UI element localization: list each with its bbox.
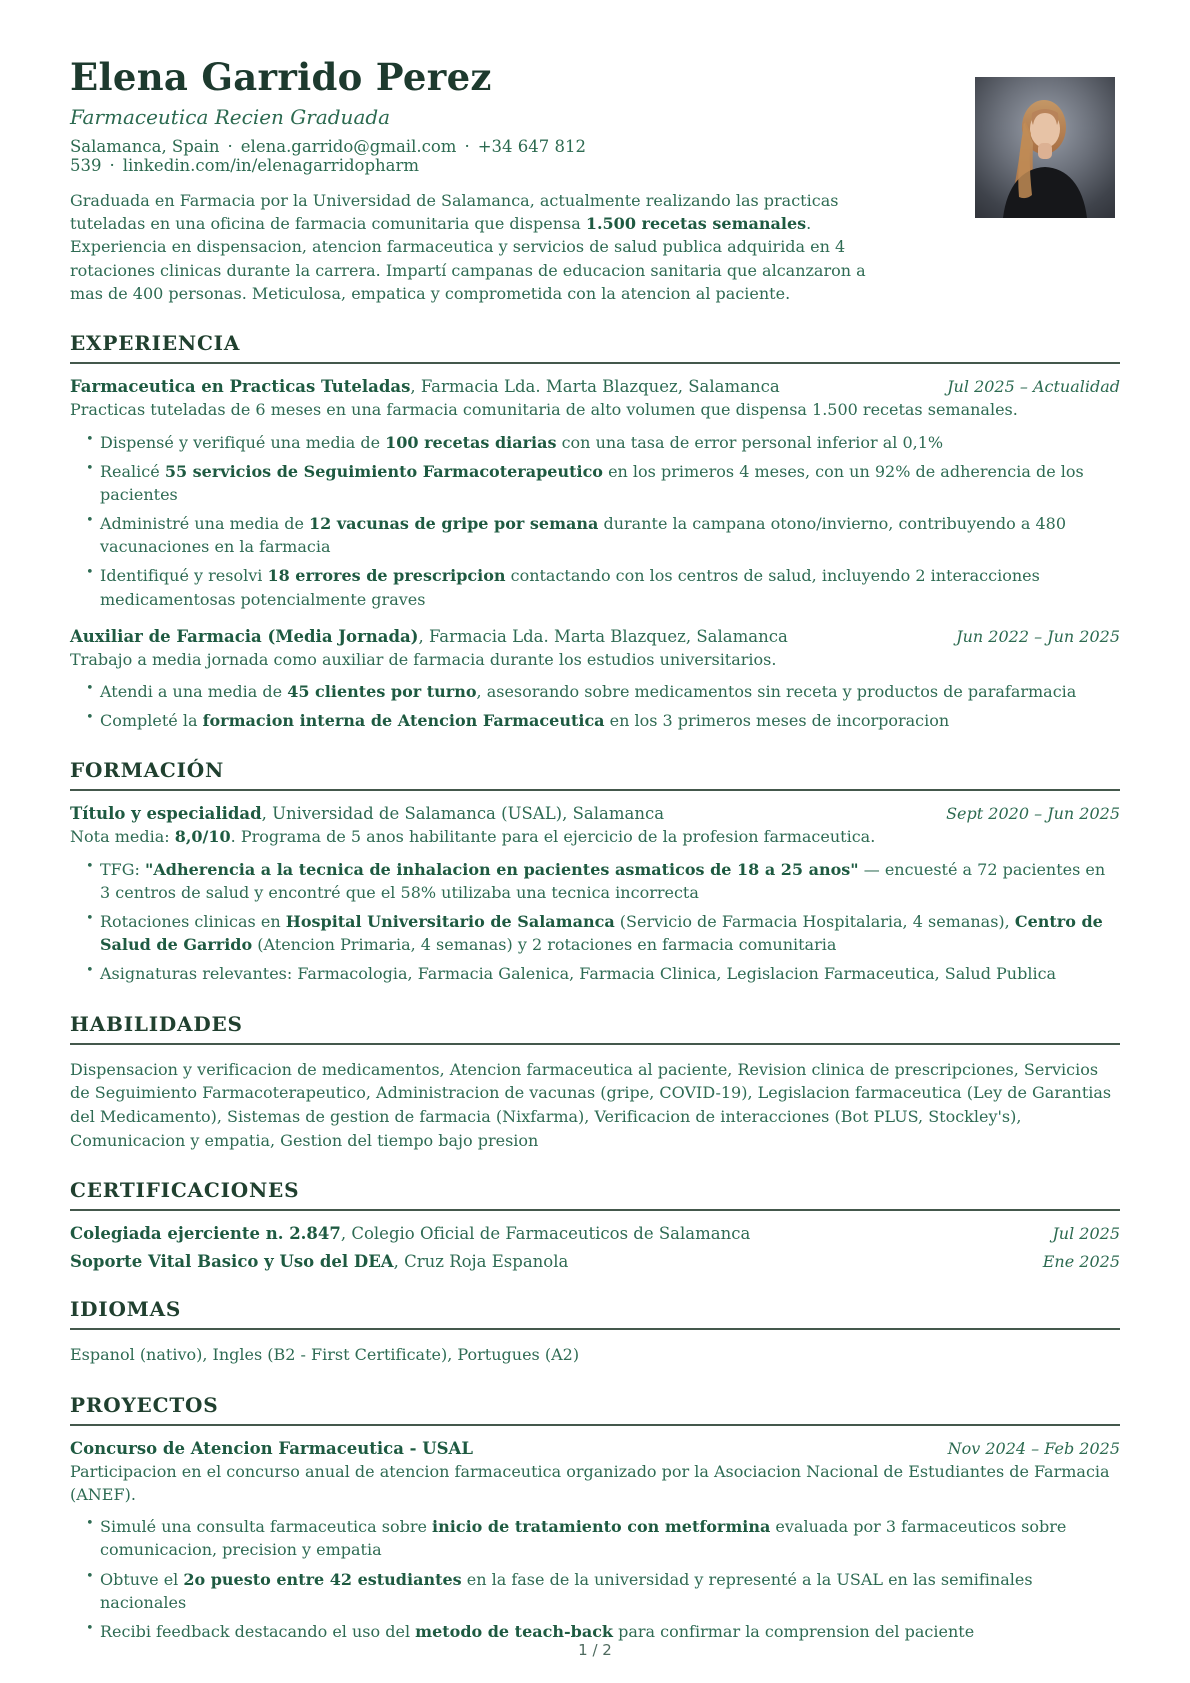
contact-phone-link[interactable]: +34 647 812 539 [70, 136, 586, 175]
section-experiencia [70, 331, 1120, 732]
certification-date: Ene 2025 [1042, 1252, 1120, 1272]
bullet-text: Identifiqué y resolvi 18 errores de prescripcion contactando con los centros de salud, incluyendo 2 interacciones medicamentosas potencialmente graves [100, 566, 1040, 609]
bullet-marker: • [86, 710, 94, 726]
entry-title-row [70, 804, 1120, 823]
person-name: Elena Garrido Perez [70, 55, 492, 99]
bullet-item [86, 709, 1120, 732]
section-heading-habilidades: HABILIDADES [70, 1012, 1120, 1045]
bullet-text: Obtuve el 2o puesto entre 42 estudiantes en la fase de la universidad y representé a la USAL en las semifinales nacionales [100, 1569, 1033, 1612]
bullet-marker: • [86, 963, 94, 979]
certification-date: Jul 2025 [1052, 1224, 1120, 1244]
section-heading-idiomas: IDIOMAS [70, 1297, 1120, 1330]
bullet-item [86, 680, 1120, 703]
contact-linkedin-link[interactable]: linkedin.com/in/elenagarridopharm [122, 155, 420, 175]
certification-title: Colegiada ejerciente n. 2.847, Colegio Oficial de Farmaceuticos de Salamanca [70, 1224, 751, 1244]
entry-description: Practicas tuteladas de 6 meses en una farmacia comunitaria de alto volumen que dispensa 1.500 recetas semanales. [70, 400, 1018, 420]
section-proyectos [70, 1393, 1120, 1643]
person-title: Farmaceutica Recien Graduada [70, 104, 391, 129]
entry-title-row [70, 627, 1120, 646]
entry-date: Jul 2025 – Actualidad [947, 377, 1120, 397]
section-heading-certificaciones: CERTIFICACIONES [70, 1178, 1120, 1211]
education-entry [70, 804, 1120, 985]
bullet-text: Rotaciones clinicas en Hospital Universitario de Salamanca (Servicio de Farmacia Hospitalaria, 4 semanas), Centro de Salud de Garrido (Atencion Primaria, 4 semanas) y 2 rotaciones en farmacia comunitaria [100, 911, 1103, 955]
bullet-text: Dispensé y verifiqué una media de 100 recetas diarias con una tasa de error personal inferior al 0,1% [100, 432, 944, 452]
section-idiomas [70, 1297, 1120, 1367]
profile-summary: Graduada en Farmacia por la Universidad de Salamanca, actualmente realizando las practicas tuteladas en una oficina de farmacia comunitaria que dispensa 1.500 recetas semanales. Experiencia en dispensacion, atencion farmaceutica y servicios de salud publica adquirida en 4 rotaciones clinicas durante la carrera. Impartí campanas de educacion sanitaria que alcanzaron a mas de 400 personas. Meticulosa, empatica y comprometida con la atencion al paciente. [70, 190, 866, 303]
bullet-marker: • [86, 1516, 94, 1532]
bullet-marker: • [86, 460, 94, 476]
entry-bullet-list [70, 431, 1120, 611]
entry-bullet-list [70, 858, 1120, 986]
entry-title: Concurso de Atencion Farmaceutica - USAL [70, 1438, 473, 1458]
certification-row [70, 1252, 1120, 1271]
page-number: 1 / 2 [578, 1641, 612, 1659]
separator-dot: · [109, 155, 115, 175]
contact-location: Salamanca, Spain [70, 136, 220, 156]
section-formacion [70, 758, 1120, 985]
bullet-text: Realicé 55 servicios de Seguimiento Farmacoterapeutico en los primeros 4 meses, con un 92% de adherencia de los pacientes [100, 461, 1084, 504]
certification-title: Soporte Vital Basico y Uso del DEA, Cruz Roja Espanola [70, 1252, 569, 1272]
section-certificaciones [70, 1178, 1120, 1271]
bullet-text: Administré una media de 12 vacunas de gripe por semana durante la campana otono/invierno, contribuyendo a 480 vacunaciones en la farmacia [100, 514, 1067, 557]
entry-date: Nov 2024 – Feb 2025 [947, 1438, 1120, 1458]
bullet-marker: • [86, 513, 94, 529]
entry-title-row [70, 1439, 1120, 1458]
bullet-item [86, 460, 1120, 506]
section-heading-experiencia: EXPERIENCIA [70, 331, 1120, 364]
bullet-item [86, 564, 1120, 610]
section-heading-proyectos: PROYECTOS [70, 1393, 1120, 1426]
bullet-item [86, 1568, 1120, 1614]
entry-date: Jun 2022 – Jun 2025 [956, 626, 1120, 646]
entry-date: Sept 2020 – Jun 2025 [946, 804, 1120, 824]
bullet-item [86, 431, 1120, 454]
bullet-text: TFG: "Adherencia a la tecnica de inhalacion en pacientes asmaticos de 18 a 25 anos" — encuesté a 72 pacientes en 3 centros de salud y encontré que el 58% utilizaba una tecnica incorrecta [100, 859, 1106, 902]
bullet-item [86, 962, 1120, 985]
bullet-marker: • [86, 1621, 94, 1637]
entry-description: Nota media: 8,0/10. Programa de 5 anos habilitante para el ejercicio de la profesion farmaceutica. [70, 827, 876, 847]
section-heading-formacion: FORMACIÓN [70, 758, 1120, 791]
skills-text: Dispensacion y verificacion de medicamentos, Atencion farmaceutica al paciente, Revision clinica de prescripciones, Servicios de Seguimiento Farmacoterapeutico, Administracion de vacunas (gripe, COVID-19), Legislacion farmaceutica (Ley de Garantias del Medicamento), Sistemas de gestion de farmacia (Nixfarma), Verificacion de interacciones (Bot PLUS, Stockley's), Comunicacion y empatia, Gestion del tiempo bajo presion [70, 1059, 1112, 1150]
entry-title-row [70, 377, 1120, 396]
cv-header [70, 56, 898, 305]
separator-dot: · [227, 136, 233, 156]
bullet-marker: • [86, 910, 94, 926]
entry-title: Título y especialidad, Universidad de Salamanca (USAL), Salamanca [70, 804, 665, 824]
section-habilidades [70, 1012, 1120, 1153]
bullet-text: Simulé una consulta farmaceutica sobre inicio de tratamiento con metformina evaluada por 3 farmaceuticos sobre comunicacion, precision y empatia [100, 1517, 1067, 1560]
project-entry [70, 1439, 1120, 1643]
entry-description: Participacion en el concurso anual de atencion farmaceutica organizado por la Asociacion Nacional de Estudiantes de Farmacia (ANEF). [70, 1461, 1110, 1505]
bullet-item [86, 858, 1120, 904]
bullet-text: Atendi a una media de 45 clientes por turno, asesorando sobre medicamentos sin receta y productos de parafarmacia [100, 682, 1077, 702]
entry-title: Auxiliar de Farmacia (Media Jornada), Farmacia Lda. Marta Blazquez, Salamanca [70, 626, 788, 646]
bullet-marker: • [86, 1568, 94, 1584]
certification-row [70, 1224, 1120, 1243]
entry-title: Farmaceutica en Practicas Tuteladas, Farmacia Lda. Marta Blazquez, Salamanca [70, 377, 780, 397]
bullet-item [86, 512, 1120, 558]
contact-line [70, 137, 898, 175]
bullet-marker: • [86, 431, 94, 447]
bullet-marker: • [86, 858, 94, 874]
experience-entry [70, 377, 1120, 611]
bullet-item [86, 1620, 1120, 1643]
languages-text: Espanol (nativo), Ingles (B2 - First Certificate), Portugues (A2) [70, 1345, 580, 1365]
contact-email-link[interactable]: elena.garrido@gmail.com [240, 136, 457, 156]
bullet-text: Asignaturas relevantes: Farmacologia, Farmacia Galenica, Farmacia Clinica, Legislacion Farmaceutica, Salud Publica [100, 964, 1057, 984]
separator-dot: · [464, 136, 470, 156]
bullet-item [86, 1515, 1120, 1561]
bullet-marker: • [86, 565, 94, 581]
bullet-text: Recibi feedback destacando el uso del metodo de teach-back para confirmar la comprension del paciente [100, 1622, 975, 1642]
entry-bullet-list [70, 680, 1120, 732]
experience-entry [70, 627, 1120, 733]
bullet-item [86, 910, 1120, 956]
entry-description: Trabajo a media jornada como auxiliar de farmacia durante los estudios universitarios. [70, 649, 777, 669]
profile-photo [975, 77, 1115, 218]
bullet-text: Completé la formacion interna de Atencion Farmaceutica en los 3 primeros meses de incorporacion [100, 711, 950, 731]
entry-bullet-list [70, 1515, 1120, 1643]
bullet-marker: • [86, 681, 94, 697]
